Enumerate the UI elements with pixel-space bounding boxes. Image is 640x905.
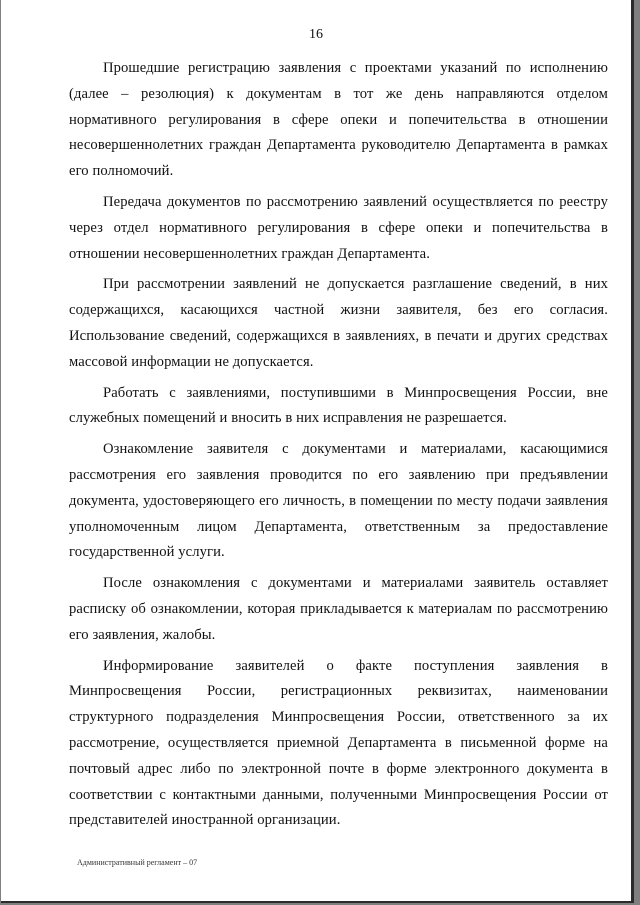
paragraph-familiarization: Ознакомление заявителя с документами и материалами, касающимися рассмотрения его заявления проводится по его заявлению при предъявлении документа, удостоверяющего его личность, в помещении по месту подачи заявления уполномоченным лицом Департамента, ответственным за предоставление государственной услуги. [69,441,608,561]
document-page [1,0,634,903]
footer-label: Административный регламент – 07 [77,858,198,867]
paragraph-receipt: После ознакомления с документами и материалами заявитель оставляет расписку об ознакомлении, которая прикладывается к материалам по рассмотрению его заявления, жалобы. [69,575,608,643]
paragraph-document-transfer: Передача документов по рассмотрению заявлений осуществляется по реестру через отдел нормативного регулирования в сфере опеки и попечительства в отношении несовершеннолетних граждан Департамента. [69,193,608,262]
page-number: 16 [309,27,323,42]
paragraph-informing: Информирование заявителей о факте поступления заявления в Минпросвещения России, регистрационных реквизитах, наименовании структурного подразделения Минпросвещения России, ответственного за их рассмотрение, осуществляется приемной Департамента в письменной форме на почтовый адрес либо по электронной почте в форме электронного документа в соответствии с контактными данными, полученными Минпросвещения России от представителей иностранной организации. [69,657,608,829]
paragraph-work-restrictions: Работать с заявлениями, поступившими в Минпросвещения России, вне служебных помещений и вносить в них исправления не разрешается. [69,384,608,427]
paragraph-confidentiality: При рассмотрении заявлений не допускается разглашение сведений, в них содержащихся, касающихся частной жизни заявителя, без его согласия. Использование сведений, содержащихся в заявлениях, в печати и других средствах массовой информации не допускается. [69,276,608,370]
paragraph-resolution: Прошедшие регистрацию заявления с проектами указаний по исполнению (далее – резолюция) к документам в тот же день направляются отделом нормативного регулирования в сфере опеки и попечительства в отношении несовершеннолетних граждан Департамента руководителю Департамента в рамках его полномочий. [69,60,608,180]
document-body [69,56,608,839]
